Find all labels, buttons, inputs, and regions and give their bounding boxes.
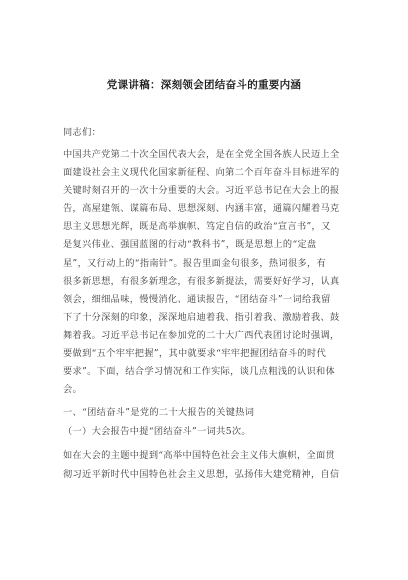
body-line: 舞着我。习近平总书记在参加党的二十大广西代表团讨论时强调， <box>63 330 340 341</box>
section-heading: 一、“团结奋斗”是党的二十大报告的关键热词 <box>63 407 255 418</box>
greeting: 同志们： <box>63 127 102 138</box>
body-line: 彻习近平新时代中国特色社会主义思想，弘扬伟大建党精神，自信 <box>63 469 340 480</box>
document-title: 党课讲稿：深刻领会团结奋斗的重要内涵 <box>106 79 302 91</box>
body-line: 是复兴伟业、强国蓝图的行动“教科书”，既是思想上的“定盘 <box>63 239 317 250</box>
body-line: 如在大会的主题中提到“高举中国特色社会主义伟大旗帜，全面贯 <box>63 450 336 461</box>
body-line: 面建设社会主义现代化国家新征程、向第二个百年奋斗目标进军的 <box>63 167 340 178</box>
body-line: 领会，细细品味，慢慢消化、通读报告，“团结奋斗”一词给我留 <box>63 294 331 305</box>
body-line: 会。 <box>63 384 83 395</box>
body-line: 下了十分深刻的印象，深深地启迪着我、指引着我、激励着我、鼓 <box>63 312 340 323</box>
body-line: 要求”。下面，结合学习情况和工作实际，谈几点粗浅的认识和体 <box>63 366 336 377</box>
body-line: 很多新思想，有很多新理念，有很多新提法，需要好好学习，认真 <box>63 276 340 287</box>
subsection-heading: （一）大会报告中提“团结奋斗”一词共5次。 <box>63 426 251 437</box>
body-line: 思主义思想光辉，既是高举旗帜、笃定自信的政治“宣言书”，又 <box>63 221 331 232</box>
body-line: 关键时刻召开的一次十分重要的大会。习近平总书记在大会上的报 <box>63 185 340 196</box>
body-line: 星”，又行动上的“指南针”。报告里面金句很多，热词很多，有 <box>63 258 327 269</box>
body-line: 中国共产党第二十次全国代表大会，是在全党全国各族人民迈上全 <box>63 149 340 160</box>
body-line: 告，高屋建瓴、谋篇布局、思想深刻、内涵丰富，通篇闪耀着马克 <box>63 203 340 214</box>
body-line: 要做到“五个牢牢把握”，其中就要求“牢牢把握团结奋斗的时代 <box>63 348 327 359</box>
